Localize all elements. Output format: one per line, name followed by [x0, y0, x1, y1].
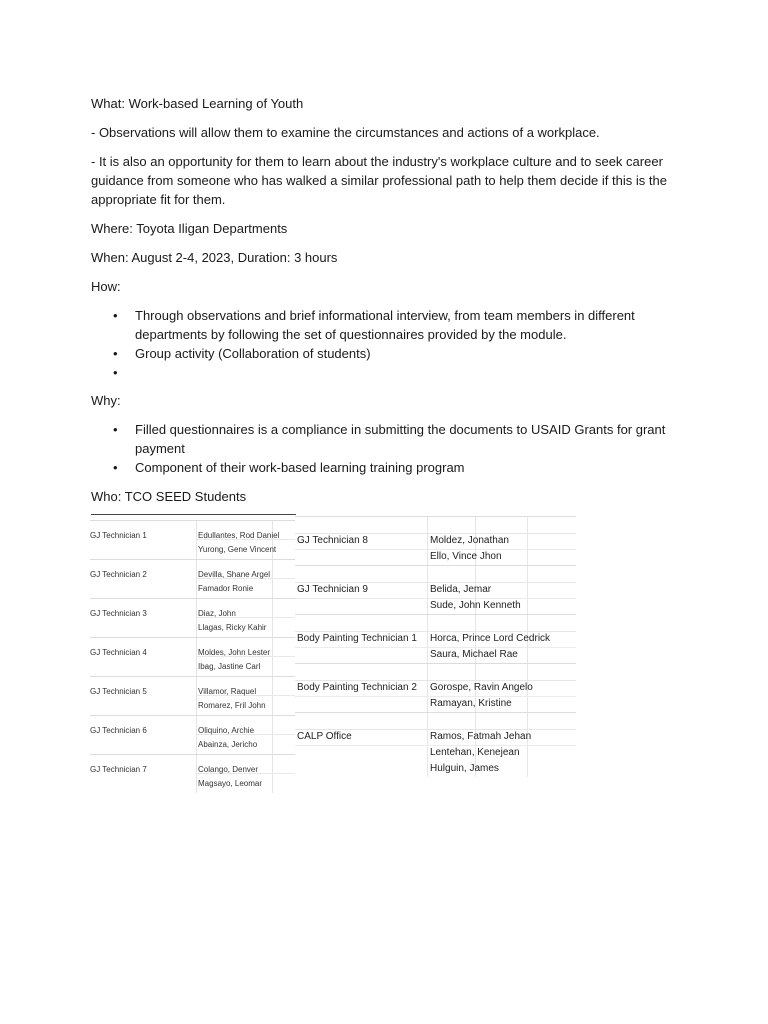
how-bullet-list	[91, 306, 671, 382]
position-label: CALP Office	[297, 731, 352, 742]
table-row	[90, 637, 295, 676]
position-label: GJ Technician 2	[90, 570, 147, 579]
student-name: Edullantes, Rod Daniel	[198, 531, 280, 540]
student-name: Belida, Jemar	[430, 584, 492, 595]
position-label: GJ Technician 6	[90, 726, 147, 735]
student-name: Lentehan, Kenejean	[430, 747, 520, 758]
table-row	[90, 520, 295, 559]
student-name: Saura, Michael Rae	[430, 649, 518, 660]
student-name: Oliquino, Archie	[198, 726, 255, 735]
student-name: Horca, Prince Lord Cedrick	[430, 633, 551, 644]
list-item: •	[113, 365, 118, 380]
table-row	[295, 614, 576, 663]
position-label: GJ Technician 4	[90, 648, 147, 657]
table-row	[90, 559, 295, 598]
table-row	[90, 676, 295, 715]
student-name: Magsayo, Leomar	[198, 779, 263, 788]
position-label: GJ Technician 5	[90, 687, 147, 696]
table-row	[295, 516, 576, 565]
student-name: Abainza, Jericho	[198, 740, 258, 749]
why-bullet-list	[91, 420, 671, 477]
who-line: Who: TCO SEED Students	[91, 489, 247, 504]
student-name: Devilla, Shane Argel	[198, 570, 271, 579]
position-label: GJ Technician 8	[297, 535, 368, 546]
right-roster-table	[295, 516, 576, 777]
table-row	[90, 754, 295, 793]
table-row	[90, 598, 295, 637]
position-label: Body Painting Technician 1	[297, 633, 417, 644]
student-name: Ello, Vince Jhon	[430, 551, 502, 562]
student-name: Llagas, Ricky Kahir	[198, 623, 267, 632]
student-name: Colango, Denver	[198, 765, 259, 774]
student-name: Yurong, Gene Vincent	[198, 545, 277, 554]
student-name: Villamor, Raquel	[198, 687, 257, 696]
list-item: • Group activity (Collaboration of students)	[113, 346, 371, 361]
position-label: GJ Technician 1	[90, 531, 147, 540]
student-name: Moldez, Jonathan	[430, 535, 509, 546]
position-label: GJ Technician 9	[297, 584, 368, 595]
student-name: Diaz, John	[198, 609, 236, 618]
position-label: GJ Technician 3	[90, 609, 147, 618]
student-name: Sude, John Kenneth	[430, 600, 521, 611]
left-roster-table	[90, 520, 295, 793]
why-heading: Why:	[91, 393, 121, 408]
student-name: Hulguin, James	[430, 763, 499, 774]
student-name: Ramayan, Kristine	[430, 698, 512, 709]
what-line: What: Work-based Learning of Youth	[91, 96, 304, 111]
student-name: Ramos, Fatmah Jehan	[430, 731, 532, 742]
list-item: • Through observations and brief informational interview, from team members in different departments by following the set of questionnaires provided by the module.	[113, 308, 635, 342]
observations-paragraph: - Observations will allow them to examine the circumstances and actions of a workplace.	[91, 125, 600, 140]
list-item: • Filled questionnaires is a compliance in submitting the documents to USAID Grants for grant payment	[113, 422, 666, 456]
student-name: Moldes, John Lester	[198, 648, 271, 657]
table-row	[295, 663, 576, 712]
when-line: When: August 2-4, 2023, Duration: 3 hours	[91, 250, 338, 265]
position-label: GJ Technician 7	[90, 765, 147, 774]
student-name: Gorospe, Ravin Angelo	[430, 682, 533, 693]
table-row	[295, 565, 576, 614]
list-item: • Component of their work-based learning training program	[113, 460, 465, 475]
how-heading: How:	[91, 279, 121, 294]
position-label: Body Painting Technician 2	[297, 682, 417, 693]
where-line: Where: Toyota Iligan Departments	[91, 221, 288, 236]
divider	[91, 514, 296, 515]
student-name: Famador Ronie	[198, 584, 254, 593]
table-row	[90, 715, 295, 754]
opportunity-paragraph: - It is also an opportunity for them to learn about the industry's workplace culture and to seek career guidance from someone who has walked a similar professional path to help them decide if this is the appropriate fit for them.	[91, 154, 667, 207]
table-row	[295, 712, 576, 777]
student-name: Romarez, Fril John	[198, 701, 266, 710]
student-name: Ibag, Jastine Carl	[198, 662, 261, 671]
